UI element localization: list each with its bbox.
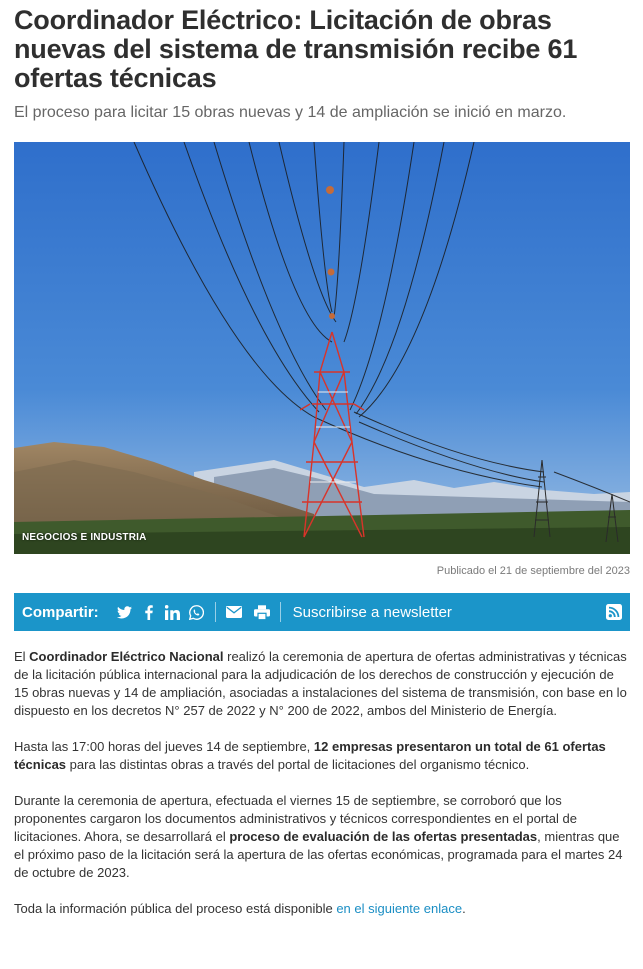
hero-image [14,142,630,554]
article-title: Coordinador Eléctrico: Licitación de obras nuevas del sistema de transmisión recibe 61 ofertas técnicas [14,5,578,93]
newsletter-link[interactable]: Suscribirse a newsletter [292,603,452,621]
text: Hasta las 17:00 horas del jueves 14 de septiembre, [14,739,314,754]
share-bar [14,593,630,631]
separator [215,602,216,622]
bold-text: proceso de evaluación de las ofertas presentadas [229,829,538,844]
text: El [14,649,30,664]
text: Durante la ceremonia de apertura, efectuada el viernes 15 de septiembre, se corroboró que los proponentes cargaron los documentos administrativos y técnicos correspondientes en el portal de licitaciones. Ahora, se desarrollará el [14,793,577,844]
paragraph-3 [14,792,630,882]
article-body [14,648,630,936]
power-lines-photo [14,142,630,554]
publish-date: Publicado el 21 de septiembre del 2023 [436,565,630,577]
facebook-icon[interactable] [141,604,157,620]
twitter-icon[interactable] [117,604,133,620]
whatsapp-icon[interactable] [189,604,205,620]
text: para las distintas obras a través del portal de licitaciones del organismo técnico. [66,757,530,772]
text: realizó la ceremonia de apertura de ofertas administrativas y técnicas de la licitación pública internacional para la adjudicación de los derechos de construcción y ejecución de 15 obras nuevas y 14 de ampliación, asociadas a instalaciones del sistema de transmisión, con base en lo dispuesto en los decretos N° 257 de 2022 y N° 200 de 2022, ambos del Ministerio de Energía. [14,649,627,718]
text: . [462,901,466,916]
bold-text: Coordinador Eléctrico Nacional [29,649,224,664]
separator [280,602,281,622]
category-label[interactable]: NEGOCIOS E INDUSTRIA [22,532,147,543]
paragraph-2 [14,738,630,774]
paragraph-1 [14,648,630,720]
share-label: Compartir: [22,603,99,621]
linkedin-icon[interactable] [165,604,181,620]
print-icon[interactable] [254,604,270,620]
email-icon[interactable] [226,604,242,620]
text: Toda la información pública del proceso está disponible [14,901,337,916]
article-subtitle: El proceso para licitar 15 obras nuevas y 14 de ampliación se inició en marzo. [14,104,567,121]
paragraph-4 [14,900,630,918]
rss-icon[interactable] [606,604,622,620]
text: , mientras que el próximo paso de la licitación será la apertura de las ofertas económicas, programada para el martes 24 de octubre de 2023. [14,829,623,880]
info-link[interactable]: en el siguiente enlace [336,901,463,916]
bold-text: 12 empresas presentaron un total de 61 ofertas técnicas [14,739,606,772]
